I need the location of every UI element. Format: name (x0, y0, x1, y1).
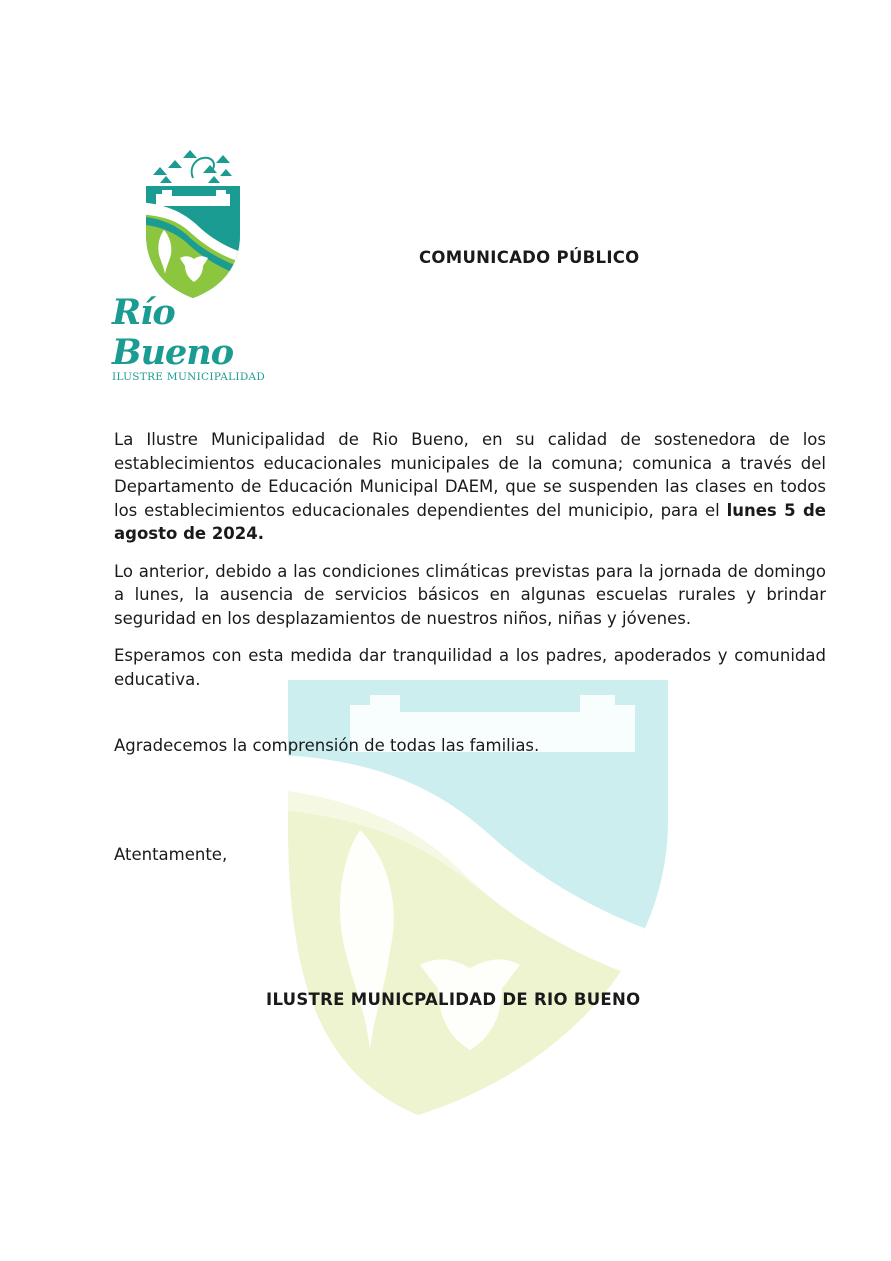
document-title: COMUNICADO PÚBLICO (419, 248, 640, 267)
thanks-line: Agradecemos la comprensión de todas las familias. (114, 736, 540, 755)
paragraph-expectation: Esperamos con esta medida dar tranquilidad a los padres, apoderados y comunidad educativa. (114, 646, 826, 689)
document-body (114, 428, 826, 705)
announcement-text: La Ilustre Municipalidad de Rio Bueno, en su calidad de sostenedora de los establecimientos educacionales municipales de la comuna; comunica a través del Departamento de Educación Municipal DAEM, que se suspenden las clases en todos los establecimientos educacionales dependientes del municipio, para el (114, 430, 826, 520)
paragraph-reasons: Lo anterior, debido a las condiciones climáticas previstas para la jornada de domingo a lunes, la ausencia de servicios básicos en algunas escuelas rurales y brindar seguridad en los desplazamientos de nuestros niños, niñas y jóvenes. (114, 561, 826, 628)
closing-line: Atentamente, (114, 845, 228, 864)
logo-subtitle: ILUSTRE MUNICIPALIDAD (112, 371, 266, 383)
logo-name: Río Bueno (112, 292, 234, 373)
paragraph-announcement (114, 428, 826, 546)
logo-wordmark (110, 293, 280, 383)
signature-line: ILUSTRE MUNICPALIDAD DE RIO BUENO (266, 990, 641, 1009)
suspension-date: lunes 5 de agosto de 2024. (114, 500, 826, 543)
